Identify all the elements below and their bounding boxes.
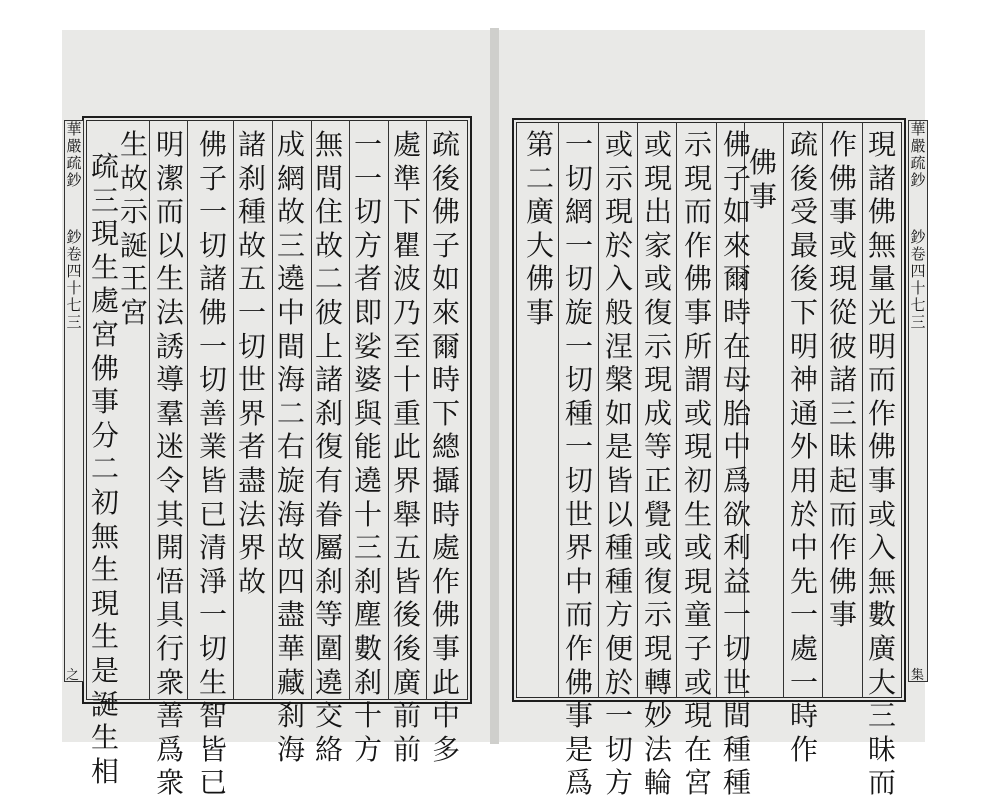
left-col-3: 一一切方者即娑婆與能遶十三刹塵數刹十方: [353, 128, 382, 766]
left-ban-xin: [64, 120, 84, 682]
right-ban-xin-subtitle: 鈔卷四十七: [910, 228, 926, 314]
right-col-2: 作佛事或現從彼諸三昧起而作佛事: [828, 128, 857, 632]
left-bottom-mark: 之: [66, 668, 80, 683]
right-col-3: 疏後受最後下明神通外用於中先一處一時作: [789, 128, 818, 766]
right-col-8: 或示現於入般涅槃如是皆以種種方便於一切方: [604, 128, 633, 800]
left-col-2: 處準下瞿波乃至十重此界舉五皆後後廣前前: [392, 128, 421, 766]
left-ban-xin-page-no: 三: [66, 313, 82, 331]
left-ban-xin-title: 華嚴疏鈔: [66, 120, 82, 189]
right-col-1: 現諸佛無量光明而作佛事或入無數廣大三昧而: [867, 128, 896, 800]
right-col-10: 第二廣大佛事: [525, 128, 554, 329]
left-col-9: 生故示誕王宮: [119, 128, 148, 329]
left-col-4: 無間住故二彼上諸刹復有眷屬刹等圍遶交絡: [314, 128, 343, 766]
right-ban-xin: [908, 120, 928, 682]
left-col-6: 諸刹種故五一切世界者盡法界故: [237, 128, 266, 598]
right-col-4: 佛事: [748, 146, 777, 213]
left-col-7: 佛子一切諸佛一切善業皆已清淨一切生智皆已: [198, 128, 227, 800]
left-col-8: 明潔而以生法誘導羣迷令其開悟具行衆善爲衆: [155, 128, 184, 800]
right-col-9: 一切網一切旋一切種一切世界中而作佛事是爲: [564, 128, 593, 800]
right-ban-xin-page-no: 三: [910, 313, 926, 331]
left-col-5: 成網故三遶中間海二右旋海故四盡華藏刹海: [276, 128, 305, 766]
left-ban-xin-subtitle: 鈔卷四十七: [66, 228, 82, 314]
right-col-7: 或現出家或復示現成等正覺或復示現轉妙法輪: [643, 128, 672, 800]
left-col-1: 疏後佛子如來爾時下總攝時處作佛事此中多: [431, 128, 460, 766]
right-ban-xin-title: 華嚴疏鈔: [910, 120, 926, 189]
right-bottom-mark: 集: [911, 668, 925, 683]
left-col-10: 疏三現生處宮佛事分二初無生現生是誕生相: [90, 150, 119, 788]
right-col-6: 示現而作佛事所謂或現初生或現童子或現在宮: [683, 128, 712, 800]
right-col-5: 佛子如來爾時在母胎中爲欲利益一切世間種種: [722, 128, 751, 800]
book-spine: [490, 28, 499, 744]
